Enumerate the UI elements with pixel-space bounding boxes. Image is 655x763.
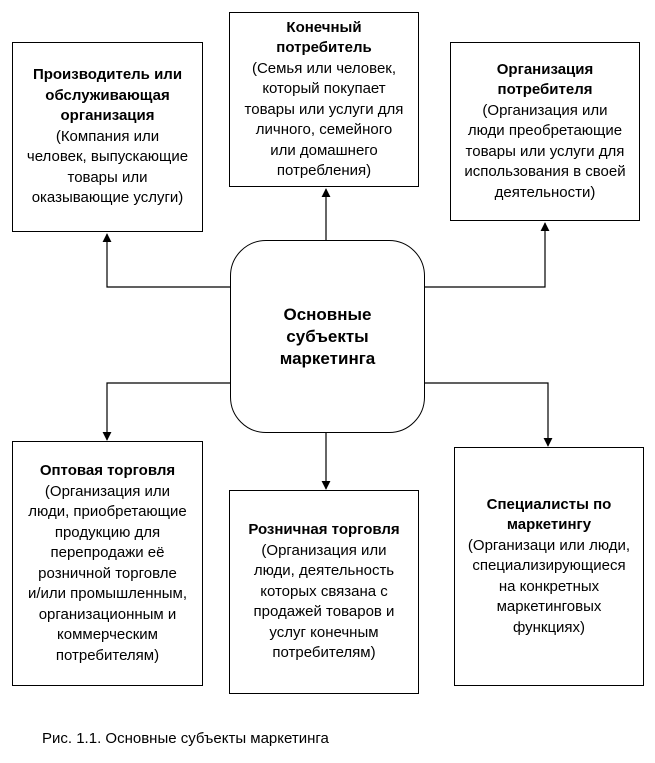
node-org-consumer xyxy=(450,42,640,221)
node-description: (Организация или люди преобретающие товары или услуги для использования в своей деятельности) xyxy=(464,101,626,201)
node-title: Специалисты по маркетингу xyxy=(486,495,612,534)
arrow-to-specialists xyxy=(424,383,548,446)
node-title: Конечный потребитель xyxy=(276,18,372,56)
node-producer xyxy=(12,42,203,232)
figure-caption: Рис. 1.1. Основные субъекты маркетинга xyxy=(42,730,329,747)
center-node xyxy=(230,240,425,433)
arrow-to-producer xyxy=(107,234,230,287)
node-description: (Организация или люди, деятельность которых связана с продажей товаров и услуг конечным потребителям) xyxy=(253,541,395,662)
node-retail xyxy=(229,490,419,694)
node-wholesale xyxy=(12,441,203,686)
arrow-to-org-consumer xyxy=(424,223,545,287)
node-title: Организация потребителя xyxy=(496,60,594,99)
center-label: Основные субъекты маркетинга xyxy=(279,304,376,368)
node-title: Производитель или обслуживающая организация xyxy=(32,66,183,125)
node-consumer xyxy=(229,12,419,187)
node-title: Оптовая торговля xyxy=(39,462,176,479)
node-specialists xyxy=(454,447,644,686)
node-description: (Организаци или люди, специализирующиеся на конкретных маркетинговых функциях) xyxy=(467,536,631,636)
node-title: Розничная торговля xyxy=(248,521,400,539)
node-description: (Семья или человек, который покупает товары или услуги для личного, семейного или домашнего потребления) xyxy=(244,59,404,179)
arrow-to-wholesale xyxy=(107,383,230,440)
node-description: (Организация или люди, приобретающие продукцию для перепродажи её розничной торговле и/или промышленным, организационным и коммерческим потребителям) xyxy=(27,482,188,664)
node-description: (Компания или человек, выпускающие товары или оказывающие услуги) xyxy=(26,127,189,207)
